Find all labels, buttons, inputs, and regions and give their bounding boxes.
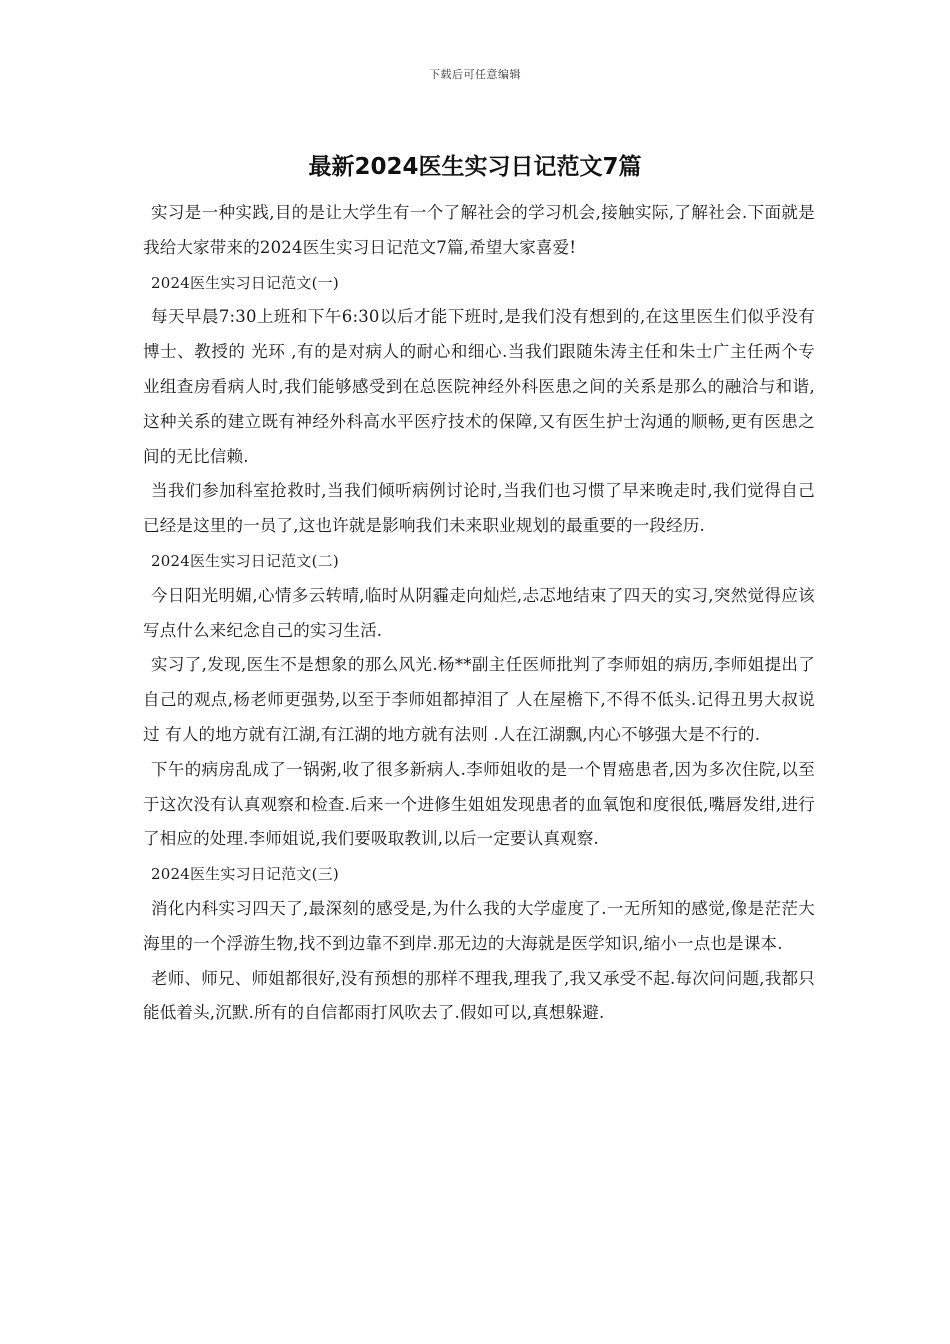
document-title: 最新2024医生实习日记范文7篇: [308, 154, 642, 180]
paragraph: 老师、师兄、师姐都很好,没有预想的那样不理我,理我了,我又承受不起.每次问问题,我都只能低着头,沉默.所有的自信都雨打风吹去了.假如可以,真想躲避.: [143, 968, 815, 1023]
document-body: [143, 196, 815, 1031]
header-note: 下载后可任意编辑: [429, 68, 521, 81]
paragraph: 下午的病房乱成了一锅粥,收了很多新病人.李师姐收的是一个胃癌患者,因为多次住院,以至于这次没有认真观察和检查.后来一个进修生姐姐发现患者的血氧饱和度很低,嘴唇发绀,进行了相应的处理.李师姐说,我们要吸取教训,以后一定要认真观察.: [143, 759, 815, 849]
paragraph: 每天早晨7:30上班和下午6:30以后才能下班时,是我们没有想到的,在这里医生们似乎没有博士、教授的 光环 ,有的是对病人的耐心和细心.当我们跟随朱涛主任和朱士广主任两个专业组查房看病人时,我们能够感受到在总医院神经外科医患之间的关系是那么的融洽与和谐,这种关系的建立既有神经外科高水平医疗技术的保障,又有医生护士沟通的顺畅,更有医患之间的无比信赖.: [143, 307, 815, 466]
intro-paragraph: 实习是一种实践,目的是让大学生有一个了解社会的学习机会,接触实际,了解社会.下面就是我给大家带来的2024医生实习日记范文7篇,希望大家喜爱!: [143, 203, 815, 257]
paragraph: 当我们参加科室抢救时,当我们倾听病例讨论时,当我们也习惯了早来晚走时,我们觉得自己已经是这里的一员了,这也许就是影响我们未来职业规划的最重要的一段经历.: [143, 481, 815, 536]
paragraph: 今日阳光明媚,心情多云转晴,临时从阴霾走向灿烂,忐忑地结束了四天的实习,突然觉得应该写点什么来纪念自己的实习生活.: [143, 585, 815, 640]
paragraph: 实习了,发现,医生不是想象的那么风光.杨**副主任医师批判了李师姐的病历,李师姐提出了自己的观点,杨老师更强势,以至于李师姐都掉泪了 人在屋檐下,不得不低头.记得丑男大叔说过 有人的地方就有江湖,有江湖的地方就有法则 .人在江湖飘,内心不够强大是不行的.: [143, 655, 815, 744]
section-heading-2: 2024医生实习日记范文(二): [151, 551, 339, 570]
section-heading-3: 2024医生实习日记范文(三): [151, 865, 339, 884]
paragraph: 消化内科实习四天了,最深刻的感受是,为什么我的大学虚度了.一无所知的感觉,像是茫茫大海里的一个浮游生物,找不到边靠不到岸.那无边的大海就是医学知识,缩小一点也是课本.: [143, 898, 815, 953]
section-heading-1: 2024医生实习日记范文(一): [151, 273, 339, 292]
